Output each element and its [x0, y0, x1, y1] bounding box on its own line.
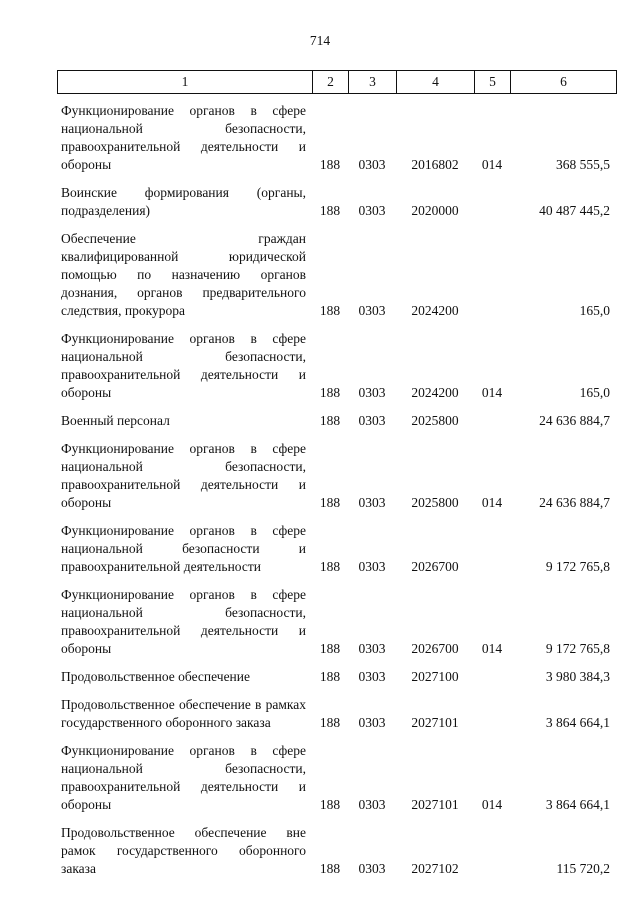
row-amount: 3 864 664,1	[545, 715, 610, 730]
row-name: Военный персонал	[61, 413, 170, 428]
table-row	[57, 434, 616, 516]
row-target-code: 2026700	[411, 559, 459, 574]
row-name: Функционирование органов в сфере национальной безопасности, правоохранительной деятельности и обороны	[61, 103, 306, 172]
row-expense-type: 014	[481, 641, 503, 656]
row-ministry-code: 188	[319, 715, 341, 730]
row-ministry-code: 188	[319, 669, 341, 684]
row-name: Продовольственное обеспечение в рамках государственного оборонного заказа	[61, 697, 306, 730]
row-section-code: 0303	[358, 157, 386, 172]
row-amount: 115 720,2	[556, 861, 610, 876]
row-amount: 24 636 884,7	[539, 413, 610, 428]
column-header: 4	[397, 71, 475, 94]
row-name: Продовольственное обеспечение	[61, 669, 250, 684]
row-ministry-code: 188	[319, 495, 341, 510]
row-ministry-code: 188	[319, 157, 341, 172]
row-expense-type	[474, 516, 510, 580]
row-target-code: 2016802	[411, 157, 459, 172]
row-amount: 9 172 765,8	[545, 559, 610, 574]
row-expense-type: 014	[481, 157, 503, 172]
row-section-code: 0303	[358, 641, 386, 656]
table-row	[57, 178, 616, 224]
row-ministry-code: 188	[319, 413, 341, 428]
row-target-code: 2024200	[411, 385, 459, 400]
row-name: Обеспечение граждан квалифицированной юридической помощью по назначению органов дознания, органов предварительного следствия, прокурора	[61, 231, 306, 318]
row-amount: 40 487 445,2	[539, 203, 610, 218]
row-expense-type: 014	[481, 797, 503, 812]
row-section-code: 0303	[358, 385, 386, 400]
row-section-code: 0303	[358, 715, 386, 730]
table-row	[57, 580, 616, 662]
row-expense-type: 014	[481, 385, 503, 400]
budget-table	[57, 96, 616, 882]
row-target-code: 2020000	[411, 203, 459, 218]
row-section-code: 0303	[358, 495, 386, 510]
row-section-code: 0303	[358, 203, 386, 218]
row-name: Функционирование органов в сфере национальной безопасности, правоохранительной деятельности и обороны	[61, 587, 306, 656]
row-ministry-code: 188	[319, 203, 341, 218]
column-header: 1	[58, 71, 313, 94]
table-row	[57, 406, 616, 434]
row-expense-type	[474, 178, 510, 224]
row-ministry-code: 188	[319, 861, 341, 876]
row-section-code: 0303	[358, 669, 386, 684]
row-target-code: 2027102	[411, 861, 459, 876]
row-expense-type	[474, 406, 510, 434]
column-header: 3	[349, 71, 397, 94]
row-amount: 165,0	[579, 385, 610, 400]
row-ministry-code: 188	[319, 641, 341, 656]
table-row	[57, 324, 616, 406]
row-amount: 165,0	[579, 303, 610, 318]
column-header-table	[57, 70, 617, 94]
column-header: 6	[511, 71, 617, 94]
row-amount: 24 636 884,7	[539, 495, 610, 510]
row-expense-type	[474, 662, 510, 690]
table-row	[57, 818, 616, 882]
row-expense-type	[474, 690, 510, 736]
row-target-code: 2025800	[411, 413, 459, 428]
row-ministry-code: 188	[319, 559, 341, 574]
row-name: Функционирование органов в сфере национальной безопасности, правоохранительной деятельности и обороны	[61, 331, 306, 400]
row-name: Функционирование органов в сфере национальной безопасности и правоохранительной деятельности	[61, 523, 306, 574]
row-section-code: 0303	[358, 861, 386, 876]
row-target-code: 2027101	[411, 715, 459, 730]
row-section-code: 0303	[358, 303, 386, 318]
row-ministry-code: 188	[319, 303, 341, 318]
row-amount: 3 864 664,1	[545, 797, 610, 812]
row-target-code: 2026700	[411, 641, 459, 656]
page-number: 714	[309, 33, 331, 48]
row-name: Функционирование органов в сфере национальной безопасности, правоохранительной деятельности и обороны	[61, 441, 306, 510]
column-header-row	[58, 71, 617, 94]
row-name: Продовольственное обеспечение вне рамок государственного оборонного заказа	[61, 825, 306, 876]
row-amount: 3 980 384,3	[545, 669, 610, 684]
row-target-code: 2025800	[411, 495, 459, 510]
table-row	[57, 96, 616, 178]
row-name: Функционирование органов в сфере национальной безопасности, правоохранительной деятельности и обороны	[61, 743, 306, 812]
row-expense-type	[474, 224, 510, 324]
row-target-code: 2024200	[411, 303, 459, 318]
row-ministry-code: 188	[319, 797, 341, 812]
table-row	[57, 690, 616, 736]
row-amount: 368 555,5	[556, 157, 610, 172]
table-row	[57, 662, 616, 690]
row-section-code: 0303	[358, 413, 386, 428]
row-target-code: 2027101	[411, 797, 459, 812]
table-row	[57, 516, 616, 580]
column-header: 5	[475, 71, 511, 94]
row-target-code: 2027100	[411, 669, 459, 684]
table-row	[57, 736, 616, 818]
table-row	[57, 224, 616, 324]
row-ministry-code: 188	[319, 385, 341, 400]
row-name: Воинские формирования (органы, подразделения)	[61, 185, 306, 218]
row-expense-type	[474, 818, 510, 882]
row-amount: 9 172 765,8	[545, 641, 610, 656]
column-header: 2	[313, 71, 349, 94]
budget-table-body	[57, 96, 616, 882]
row-section-code: 0303	[358, 797, 386, 812]
row-section-code: 0303	[358, 559, 386, 574]
row-expense-type: 014	[481, 495, 503, 510]
